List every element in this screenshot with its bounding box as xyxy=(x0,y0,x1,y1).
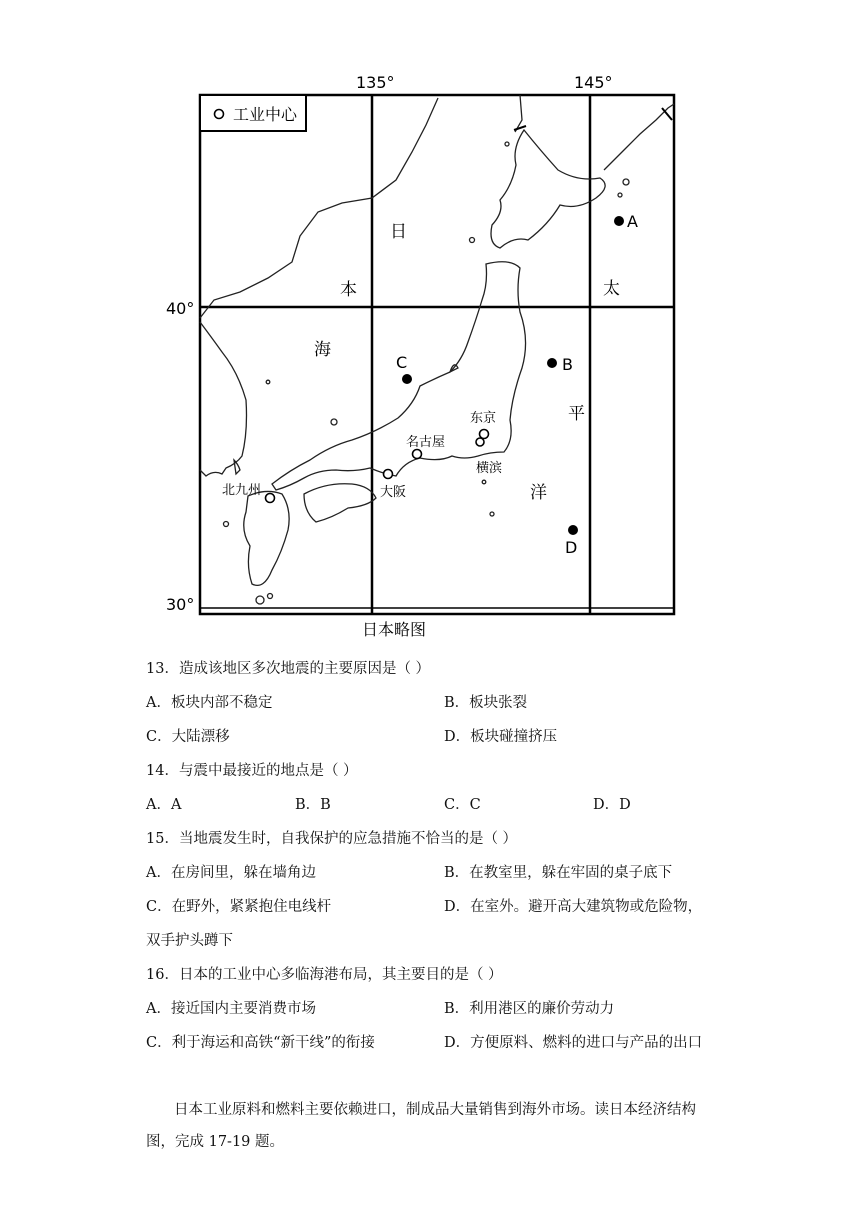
point-label-c: C xyxy=(396,353,408,372)
point-label-a: A xyxy=(627,212,638,231)
sea-label-hai: 海 xyxy=(314,340,331,360)
question-16-stem: 16．日本的工业中心多临海港布局，其主要目的是（ ） xyxy=(146,967,503,983)
q16-option-d[interactable]: D．方便原料、燃料的进口与产品的出口 xyxy=(444,1035,703,1051)
q15-option-d[interactable]: D．在室外。避开高大建筑物或危险物， xyxy=(444,899,703,915)
q15-option-d-continued: 双手护头蹲下 xyxy=(146,933,233,949)
q14-option-d[interactable]: D．D xyxy=(593,797,631,813)
intro-line-2: 图，完成 17-19 题。 xyxy=(146,1134,285,1150)
q13-option-c[interactable]: C．大陆漂移 xyxy=(146,729,230,745)
city-label-yokohama: 横滨 xyxy=(476,461,503,476)
legend xyxy=(200,95,306,131)
city-label-nagoya: 名古屋 xyxy=(406,435,446,450)
q14-option-c[interactable]: C．C xyxy=(444,797,481,813)
sea-label-yang: 洋 xyxy=(530,483,547,503)
city-label-tokyo: 东京 xyxy=(470,411,497,426)
q13-option-a[interactable]: A．板块内部不稳定 xyxy=(146,695,273,711)
sea-label-ben: 本 xyxy=(340,280,357,300)
lat-label-30: 30° xyxy=(166,595,195,614)
question-14-stem: 14．与震中最接近的地点是（ ） xyxy=(146,763,358,779)
q13-option-d[interactable]: D．板块碰撞挤压 xyxy=(444,729,558,745)
sea-label-ri: 日 xyxy=(390,222,407,242)
intro-line-1: 日本工业原料和燃料主要依赖进口，制成品大量销售到海外市场。读日本经济结构 xyxy=(174,1102,696,1118)
q14-option-a[interactable]: A．A xyxy=(146,797,182,813)
q14-option-b[interactable]: B．B xyxy=(295,797,331,813)
q16-option-b[interactable]: B．利用港区的廉价劳动力 xyxy=(444,1001,615,1017)
legend-label: 工业中心 xyxy=(233,105,298,124)
coastlines xyxy=(200,95,674,604)
sea-label-ping: 平 xyxy=(568,404,585,424)
q15-option-b[interactable]: B．在教室里，躲在牢固的桌子底下 xyxy=(444,865,673,881)
q15-option-a[interactable]: A．在房间里，躲在墙角边 xyxy=(146,865,316,881)
q16-option-a[interactable]: A．接近国内主要消费市场 xyxy=(146,1001,316,1017)
city-label-osaka: 大阪 xyxy=(380,485,407,500)
point-label-d: D xyxy=(565,538,578,557)
sea-label-tai: 太 xyxy=(603,279,620,299)
question-13-stem: 13．造成该地区多次地震的主要原因是（ ） xyxy=(146,661,431,677)
intro-paragraph xyxy=(146,1094,746,1158)
question-15-stem: 15．当地震发生时，自我保护的应急措施不恰当的是（ ） xyxy=(146,831,518,847)
lon-label-135: 135° xyxy=(356,73,395,92)
q16-option-c[interactable]: C．利于海运和高铁“新干线”的衔接 xyxy=(146,1035,375,1051)
lon-label-145: 145° xyxy=(574,73,613,92)
lat-label-40: 40° xyxy=(166,299,195,318)
point-label-b: B xyxy=(562,355,573,374)
q13-option-b[interactable]: B．板块张裂 xyxy=(444,695,528,711)
city-label-kitakyushu: 北九州 xyxy=(222,483,262,498)
q15-option-c[interactable]: C．在野外，紧紧抱住电线杆 xyxy=(146,899,332,915)
map-caption: 日本略图 xyxy=(362,620,427,639)
